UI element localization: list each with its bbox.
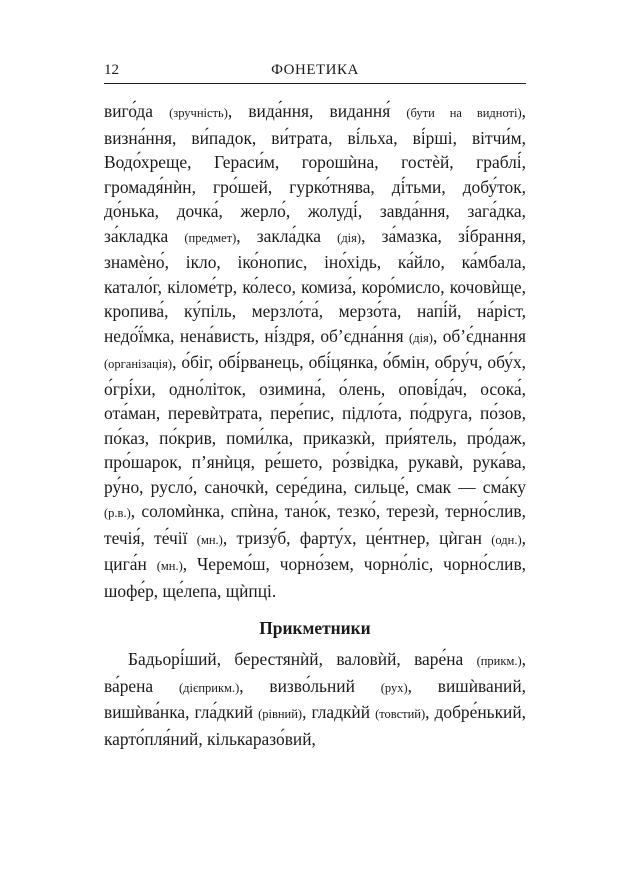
text-run: , визна́ння, ви́падок, ви́трата, ві́льха, ві́рші, вітчи́м, Водо́хреще, Гераси́м, горошѝна, гостѐй, граблі́, громадя́нѝн, гро́шей, гурко́тнява, ді́тьми, добу́ток, до́нька, дочка́, жерло́, жолуді́, завда́ння, зага́дка, за́кладка bbox=[104, 101, 527, 246]
text-run: , визво́льний bbox=[239, 675, 381, 696]
text-run: , вишѝваний, вишѝва́нка, гла́дкий bbox=[104, 675, 526, 722]
inline-note: (бути на видноті) bbox=[406, 106, 522, 120]
adjectives-paragraph bbox=[104, 647, 526, 751]
header-rule bbox=[104, 83, 526, 84]
text-run: , тризу́б, фарту́х, це́нтнер, цѝган bbox=[222, 527, 492, 548]
nouns-paragraph bbox=[104, 99, 526, 603]
inline-note: (дієприкм.) bbox=[178, 680, 240, 695]
page-number: 12 bbox=[104, 62, 119, 78]
inline-note: (мн.) bbox=[156, 559, 183, 573]
text-run: виго́да bbox=[104, 101, 170, 121]
text-run: , гладкѝй bbox=[302, 702, 376, 722]
text-run: , добре́нький, карто́пля́ний, кількаразо́вий, bbox=[104, 702, 526, 749]
text-run: , Черемо́ш, чорно́зем, чорно́ліс, чорно́слив, шофе́р, ще́лепа, щѝпці. bbox=[104, 554, 527, 601]
text-run: , вида́ння, видання́ bbox=[227, 101, 407, 121]
text-run: , за́мазка, зі́брання, знамѐно́, ікло, іко́нопис, іно́хідь, ка́йло, ка́мбала, катало́г, кіломе́тр, ко́лесо, комиза́, коро́мисло, кочовѝще, кропива́, ку́піль, мерзло́та́, мерзо́та, напі́й, на́ріст, недо́ї́мка, нена́висть, ні́здря, об’єдна́ння bbox=[104, 225, 526, 346]
text-run: Бадьорі́ший, берестянѝй, валовѝй, варе́на bbox=[128, 649, 477, 669]
inline-note: (організація) bbox=[104, 357, 173, 371]
section-heading-adjectives: Прикметники bbox=[259, 618, 371, 638]
inline-note: (предмет) bbox=[184, 230, 237, 245]
inline-note: (прикм.) bbox=[476, 654, 522, 668]
text-run: , закла́дка bbox=[236, 225, 338, 246]
text-run: , соломѝнка, спѝна, тано́к, тезко́, терезѝ, терно́слив, течія́, те́чії bbox=[104, 501, 526, 548]
running-head bbox=[104, 60, 526, 82]
inline-note: (рівний) bbox=[258, 707, 303, 721]
inline-note: (рух) bbox=[380, 680, 408, 695]
body-text bbox=[104, 99, 526, 751]
inline-note: (дія) bbox=[337, 230, 362, 245]
text-run: , об’є́днання bbox=[432, 325, 526, 346]
text-run: , ва́рена bbox=[104, 649, 526, 696]
running-title: ФОНЕТИКА bbox=[271, 62, 359, 78]
inline-note: (дія) bbox=[409, 330, 433, 345]
text-run: , о́біг, обі́рванець, обі́цянка, о́бмін, обру́ч, обу́х, о́грі́хи, одно́літок, озимина́, о́лень, опові́да́ч, осока́, ота́ман, перевѝтрата, пере́пис, підло́та, по́друга, по́зов, по́каз, по́крив, поми́лка, приказкѝ, при́ятель, про́даж, про́шарок, п’янѝця, ре́шето, ро́звідка, рукавѝ, рука́ва, ру́но, русло́, саночкѝ, сере́дина, сильце́, смак — сма́ку bbox=[104, 352, 526, 497]
inline-note: (мн.) bbox=[196, 532, 223, 547]
inline-note: (товстий) bbox=[375, 707, 426, 721]
text-run: , цига́н bbox=[104, 527, 526, 574]
inline-note: (р.в.) bbox=[104, 506, 131, 520]
inline-note: (одн.) bbox=[491, 532, 522, 547]
inline-note: (зручність) bbox=[169, 106, 228, 120]
